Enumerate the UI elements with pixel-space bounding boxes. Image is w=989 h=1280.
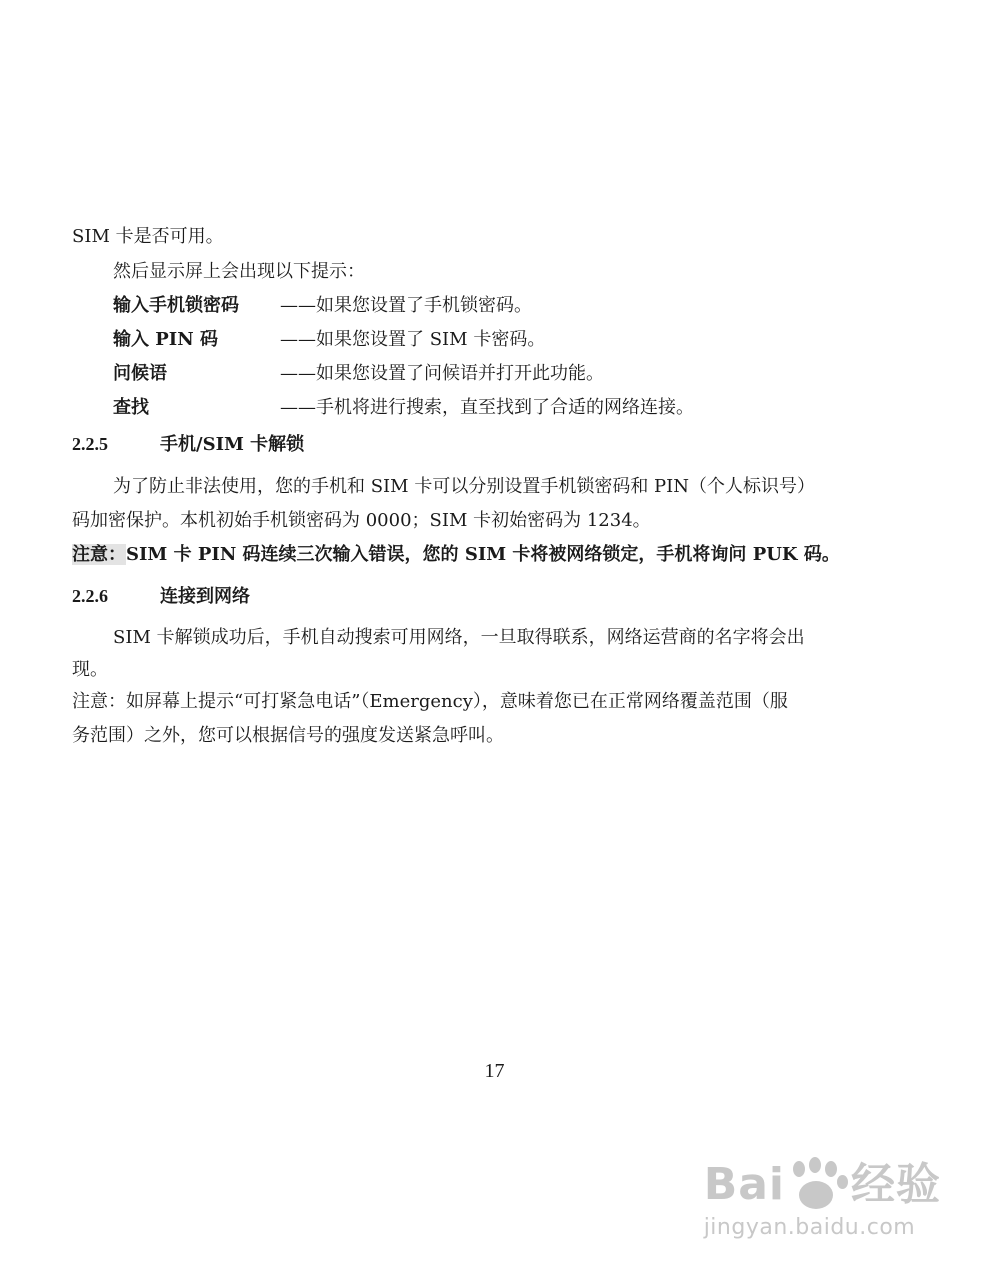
prompt-desc-greeting: ——如果您设置了问候语并打开此功能。	[280, 363, 604, 384]
emergency-note-line1: 注意：如屏幕上提示“可打紧急电话”（Emergency），意味着您已在正常网络覆盖范围（服	[72, 691, 788, 712]
watermark-brand-right: 经验	[851, 1159, 941, 1210]
prompt-desc-search: ——手机将进行搜索，直至找到了合适的网络连接。	[280, 397, 694, 418]
warning-text: SIM 卡 PIN 码连续三次输入错误，您的 SIM 卡将被网络锁定，手机将询问 PUK 码。	[126, 544, 840, 565]
sim-availability-line: SIM 卡是否可用。	[72, 226, 224, 247]
section-heading-2-2-5	[72, 431, 304, 458]
network-paragraph-line2: 现。	[72, 659, 108, 680]
prompt-term-phone-lock: 输入手机锁密码	[113, 295, 239, 316]
section-title: 连接到网络	[160, 586, 250, 607]
section-number: 2.2.6	[72, 586, 108, 606]
watermark-url: jingyan.baidu.com	[703, 1215, 916, 1240]
unlock-paragraph-line2: 码加密保护。本机初始手机锁密码为 0000；SIM 卡初始密码为 1234。	[72, 510, 651, 531]
section-heading-2-2-6	[72, 583, 250, 610]
paw-icon	[787, 1161, 849, 1213]
prompt-term-search: 查找	[113, 397, 149, 418]
prompt-desc-phone-lock: ——如果您设置了手机锁密码。	[280, 295, 532, 316]
emergency-note-line2: 务范围）之外，您可以根据信号的强度发送紧急呼叫。	[72, 725, 504, 746]
baidu-jingyan-watermark	[704, 1148, 941, 1240]
section-number: 2.2.5	[72, 434, 108, 454]
pin-warning	[72, 542, 840, 568]
display-prompts-intro: 然后显示屏上会出现以下提示：	[113, 261, 365, 282]
watermark-brand-left: Bai	[703, 1159, 785, 1210]
prompt-term-pin: 输入 PIN 码	[113, 329, 218, 350]
warning-label: 注意：	[72, 544, 126, 565]
section-title: 手机/SIM 卡解锁	[160, 434, 305, 455]
prompt-term-greeting: 问候语	[113, 363, 167, 384]
watermark-brand	[704, 1148, 941, 1213]
unlock-paragraph-line1: 为了防止非法使用，您的手机和 SIM 卡可以分别设置手机锁密码和 PIN（个人标识号）	[113, 476, 816, 497]
network-paragraph-line1: SIM 卡解锁成功后，手机自动搜索可用网络，一旦取得联系，网络运营商的名字将会出	[113, 627, 805, 648]
prompt-desc-pin: ——如果您设置了 SIM 卡密码。	[280, 329, 546, 350]
page-number: 17	[484, 1060, 505, 1082]
